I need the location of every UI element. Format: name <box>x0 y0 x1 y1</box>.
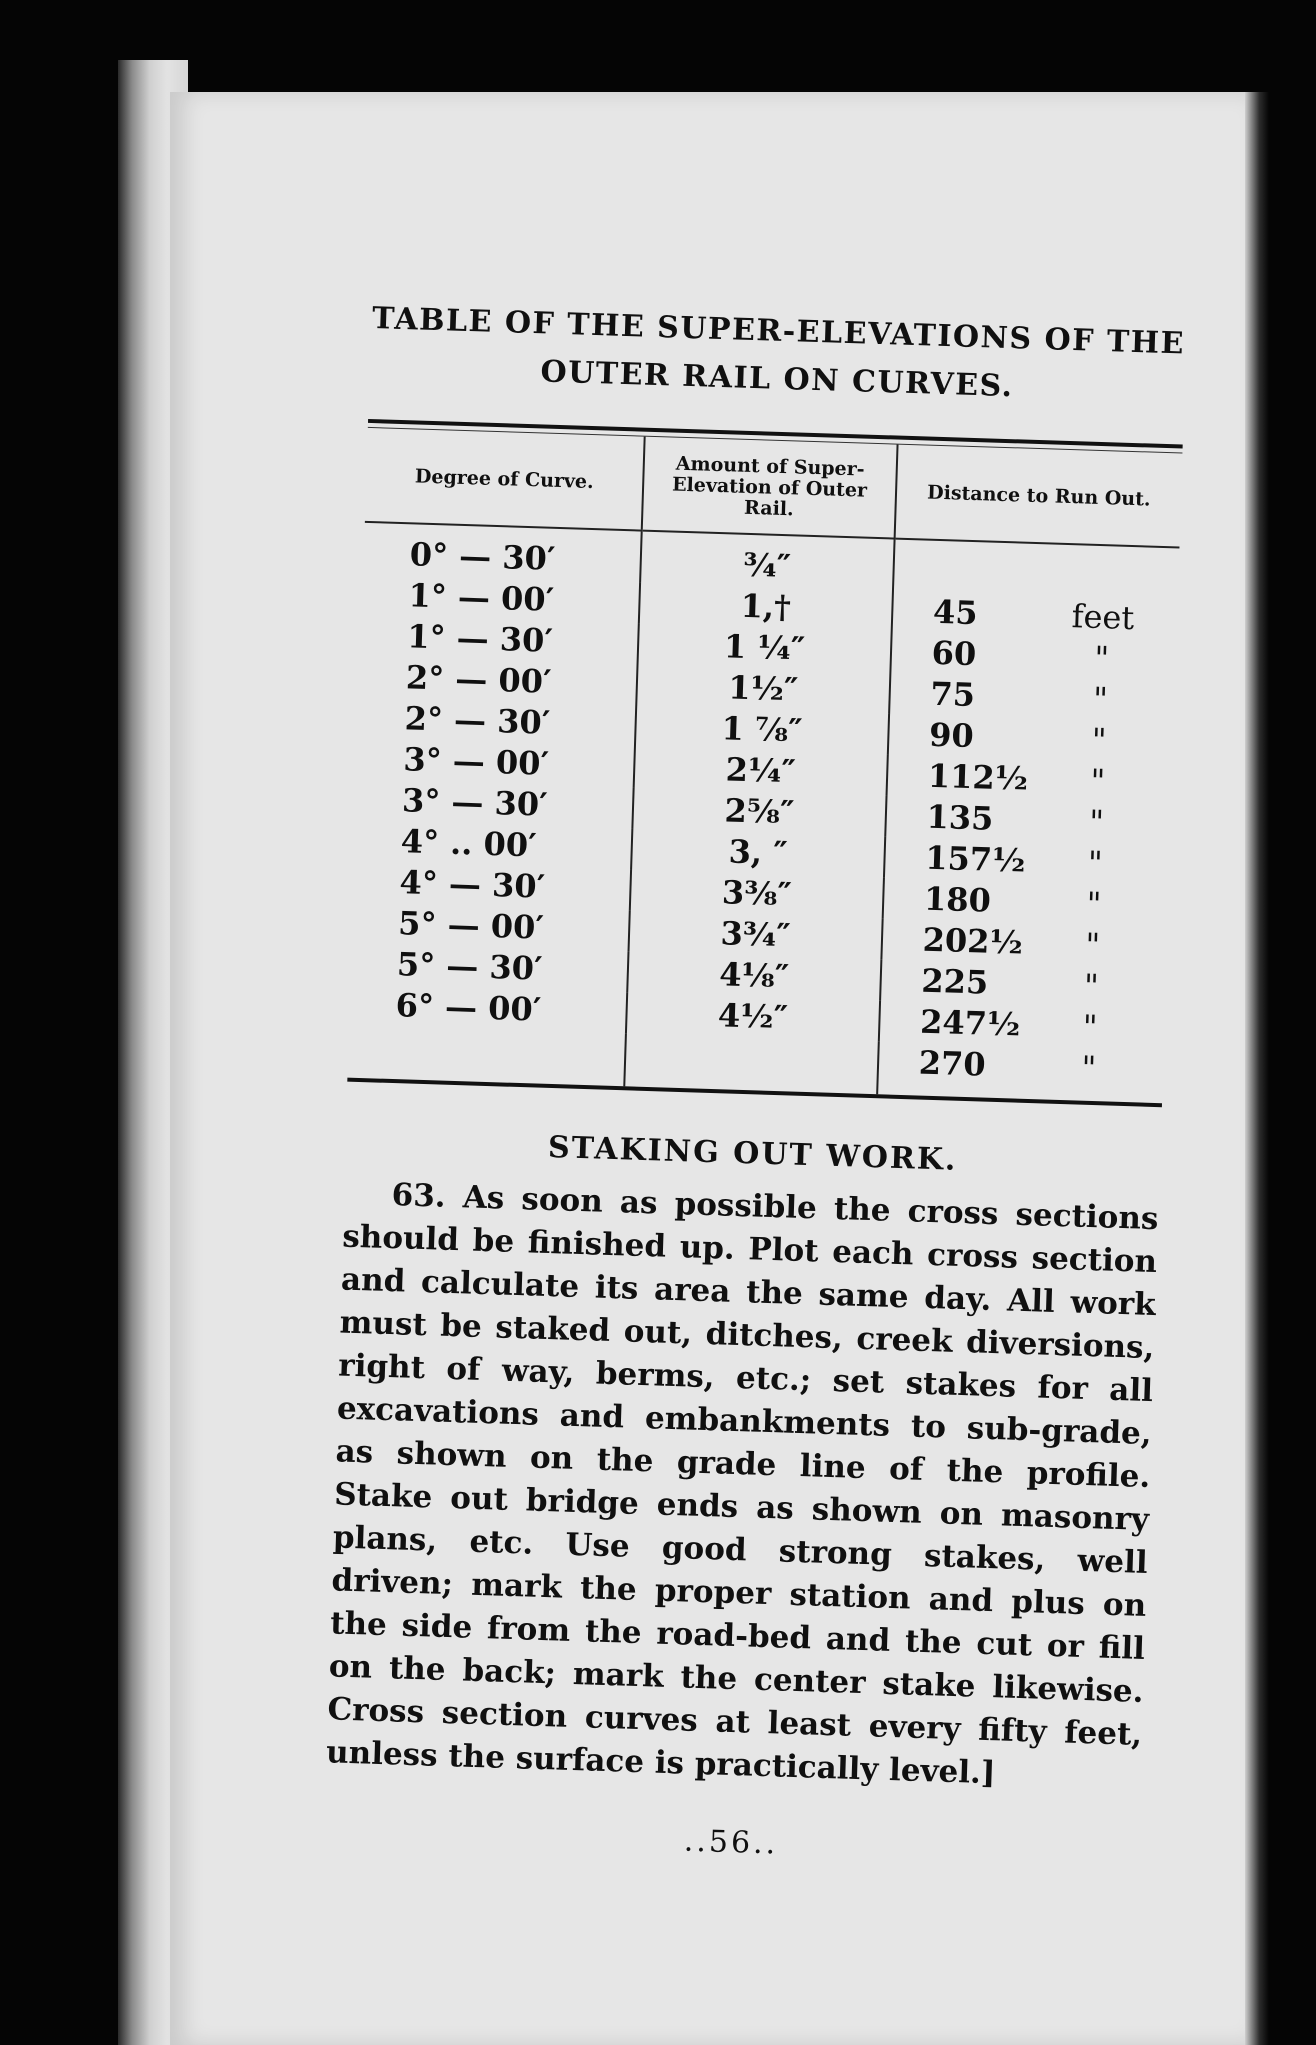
table-title-line-2: OUTER RAIL ON CURVES. <box>539 354 1015 405</box>
header-distance-to-run-out: Distance to Run Out. <box>894 445 1182 548</box>
distance-unit: " <box>1086 884 1102 924</box>
distance-unit: " <box>1084 925 1101 965</box>
distance-value: 225 <box>920 961 989 1002</box>
cell-amount: ¾″ <box>640 531 894 591</box>
distance-value: 157½ <box>924 838 1027 880</box>
distance-value: 60 <box>931 633 977 674</box>
cell-amount: 3, ″ <box>631 828 885 877</box>
page-edge <box>1245 92 1269 2045</box>
cell-degree: 5° — 30′ <box>396 945 544 988</box>
cell-amount: 1,† <box>639 583 893 632</box>
cell-degree: 2° — 30′ <box>404 699 551 742</box>
distance-unit: " <box>1088 802 1105 842</box>
cell-amount: 4⅛″ <box>627 951 881 1000</box>
distance-unit: " <box>1083 966 1100 1006</box>
distance-value: 270 <box>918 1043 987 1084</box>
cell-degree: 3° — 00′ <box>402 740 550 783</box>
cell-degree: 4° — 30′ <box>398 863 546 906</box>
cell-amount: 2¼″ <box>634 746 888 795</box>
distance-value: 45 <box>932 592 979 633</box>
distance-value: 247½ <box>919 1002 1021 1044</box>
distance-unit: " <box>1087 843 1104 883</box>
distance-unit: feet <box>1071 597 1135 638</box>
distance-unit: " <box>1080 1048 1097 1088</box>
table-body <box>347 522 1179 1103</box>
table-title-line-1: TABLE OF THE SUPER-ELEVATIONS OF THE <box>371 301 1186 362</box>
cell-amount: 3¾″ <box>629 910 883 959</box>
distance-unit: " <box>1091 720 1108 760</box>
distance-unit <box>1064 586 1144 589</box>
cell-distance <box>877 1041 1164 1103</box>
page-content <box>323 295 1186 1873</box>
distance-value <box>900 581 1064 586</box>
distance-value: 135 <box>926 797 994 838</box>
cell-degree: 1° — 00′ <box>407 576 555 619</box>
cell-amount: 1 ¼″ <box>638 624 892 673</box>
distance-unit: " <box>1093 638 1110 678</box>
super-elevation-table <box>347 428 1182 1103</box>
page-number: ..56.. <box>683 1823 779 1862</box>
cell-amount: 1 ⅞″ <box>635 706 889 755</box>
distance-unit: " <box>1082 1007 1099 1047</box>
cell-degree: 6° — 00′ <box>395 986 542 1029</box>
distance-value: 202½ <box>922 920 1024 962</box>
cell-degree: 1° — 30′ <box>406 617 554 660</box>
distance-value: 90 <box>928 715 975 756</box>
cell-degree <box>347 1025 626 1087</box>
cell-degree: 3° — 30′ <box>401 781 549 824</box>
cell-amount: 4½″ <box>626 992 880 1041</box>
distance-unit: " <box>1089 761 1106 801</box>
cell-degree: 0° — 30′ <box>409 535 556 578</box>
cell-amount: 3⅜″ <box>630 869 884 918</box>
distance-value: 180 <box>923 879 992 920</box>
cell-degree: 2° — 00′ <box>405 658 553 701</box>
section-paragraph: 63. As soon as possible the cross sections should be finished up. Plot each cross section and calculate its area the same day. All work must be staked out, ditches, creek diversions, right of way, berms, etc.; set stakes for all excavations and embankments to sub-grade, as shown on the grade line of the profile. Stake out bridge ends as shown on masonry plans, etc. Use good strong stakes, well driven; mark the proper station and plus on the side from the road-bed and the cut or fill on the back; mark the center stake likewise. Cross section curves at least every fifty feet, unless the surface is practically level.] <box>325 1177 1159 1792</box>
cell-amount: 2⅝″ <box>632 787 886 836</box>
cell-degree: 5° — 00′ <box>397 904 545 947</box>
cell-amount <box>624 1033 878 1094</box>
cell-degree: 4° .. 00′ <box>400 822 538 865</box>
distance-value: 75 <box>929 674 976 715</box>
cell-amount: 1½″ <box>636 665 890 714</box>
cell-distance <box>893 539 1180 600</box>
distance-value: 112½ <box>927 756 1029 798</box>
header-degree-of-curve: Degree of Curve. <box>365 428 645 531</box>
section-title: STAKING OUT WORK. <box>547 1129 958 1178</box>
distance-unit: " <box>1092 679 1109 719</box>
header-amount-super-elevation: Amount of Super-Elevation of Outer Rail. <box>642 437 897 539</box>
